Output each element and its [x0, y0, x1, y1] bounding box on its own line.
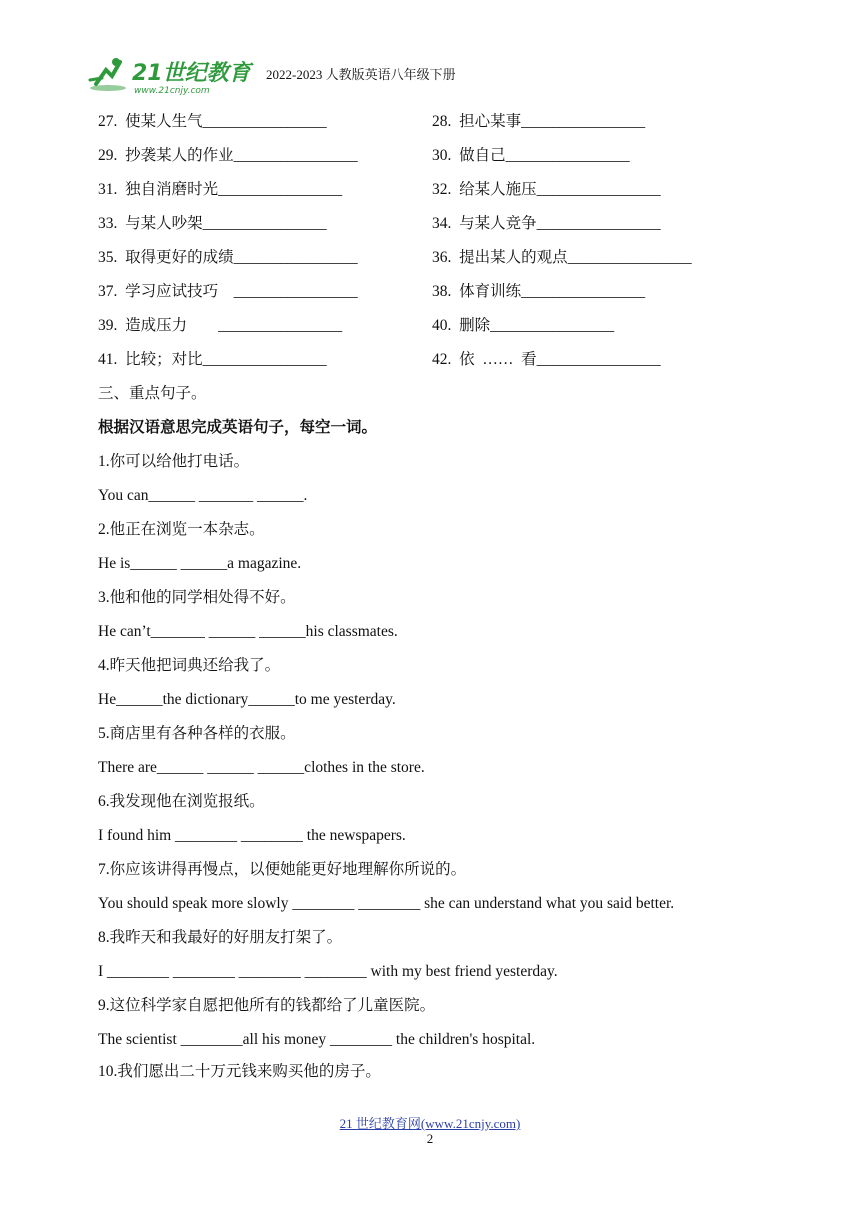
phrase-item: 40. 删除________________ — [432, 317, 615, 334]
phrase-item: 34. 与某人竞争________________ — [432, 215, 661, 232]
phrase-item: 31. 独自消磨时光________________ — [98, 181, 343, 198]
phrase-item: 27. 使某人生气________________ — [98, 113, 327, 130]
sentence-en: He______the dictionary______to me yesterday. — [98, 691, 396, 708]
phrase-item: 33. 与某人吵架________________ — [98, 215, 327, 232]
page-number: 2 — [426, 1131, 434, 1146]
sentence-cn: 9.这位科学家自愿把他所有的钱都给了儿童医院。 — [98, 997, 436, 1014]
sentence-cn: 1.你可以给他打电话。 — [98, 453, 250, 470]
phrase-item: 35. 取得更好的成绩________________ — [98, 249, 358, 266]
phrase-item: 32. 给某人施压________________ — [432, 181, 661, 198]
logo-url: www.21cnjy.com — [134, 86, 210, 96]
section-title: 三、重点句子。 — [98, 385, 207, 402]
sentence-en: You should speak more slowly ________ ________ she can understand what you said better. — [98, 895, 675, 912]
phrase-item: 38. 体育训练________________ — [432, 283, 646, 300]
sentence-en: I found him ________ ________ the newspapers. — [98, 827, 406, 844]
sentence-en: He is______ ______a magazine. — [98, 555, 302, 572]
sentence-cn: 4.昨天他把词典还给我了。 — [98, 657, 281, 674]
sentence-cn: 6.我发现他在浏览报纸。 — [98, 793, 265, 810]
sentence-cn: 10.我们愿出二十万元钱来购买他的房子。 — [98, 1063, 381, 1080]
page-header — [86, 54, 786, 98]
phrase-item: 28. 担心某事________________ — [432, 113, 646, 130]
sentence-cn: 2.他正在浏览一本杂志。 — [98, 521, 265, 538]
sentence-en: There are______ ______ ______clothes in the store. — [98, 759, 425, 776]
sentence-en: The scientist ________all his money ________ the children's hospital. — [98, 1031, 536, 1048]
sentence-cn: 5.商店里有各种各样的衣服。 — [98, 725, 296, 742]
sentence-cn: 7.你应该讲得再慢点，以便她能更好地理解你所说的。 — [98, 861, 467, 878]
phrase-item: 37. 学习应试技巧 ________________ — [98, 283, 358, 300]
sentence-en: I ________ ________ ________ ________ with my best friend yesterday. — [98, 963, 558, 980]
phrase-item: 29. 抄袭某人的作业________________ — [98, 147, 358, 164]
sentence-en: He can’t_______ ______ ______his classmates. — [98, 623, 398, 640]
phrase-item: 30. 做自己________________ — [432, 147, 630, 164]
header-title: 2022-2023 人教版英语八年级下册 — [266, 67, 456, 82]
sentence-en: You can______ _______ ______. — [98, 487, 308, 504]
phrase-item: 42. 依 …… 看________________ — [432, 351, 661, 368]
logo-text: 21世纪教育 — [132, 61, 251, 86]
sentence-cn: 3.他和他的同学相处得不好。 — [98, 589, 296, 606]
phrase-item: 41. 比较；对比________________ — [98, 351, 327, 368]
phrase-item: 39. 造成压力 ________________ — [98, 317, 343, 334]
sentence-cn: 8.我昨天和我最好的好朋友打架了。 — [98, 929, 343, 946]
footer-link[interactable]: 21 世纪教育网(www.21cnjy.com) — [339, 1116, 521, 1131]
instruction: 根据汉语意思完成英语句子，每空一词。 — [98, 419, 378, 436]
logo-21cnjy — [86, 54, 256, 98]
phrase-item: 36. 提出某人的观点________________ — [432, 249, 692, 266]
